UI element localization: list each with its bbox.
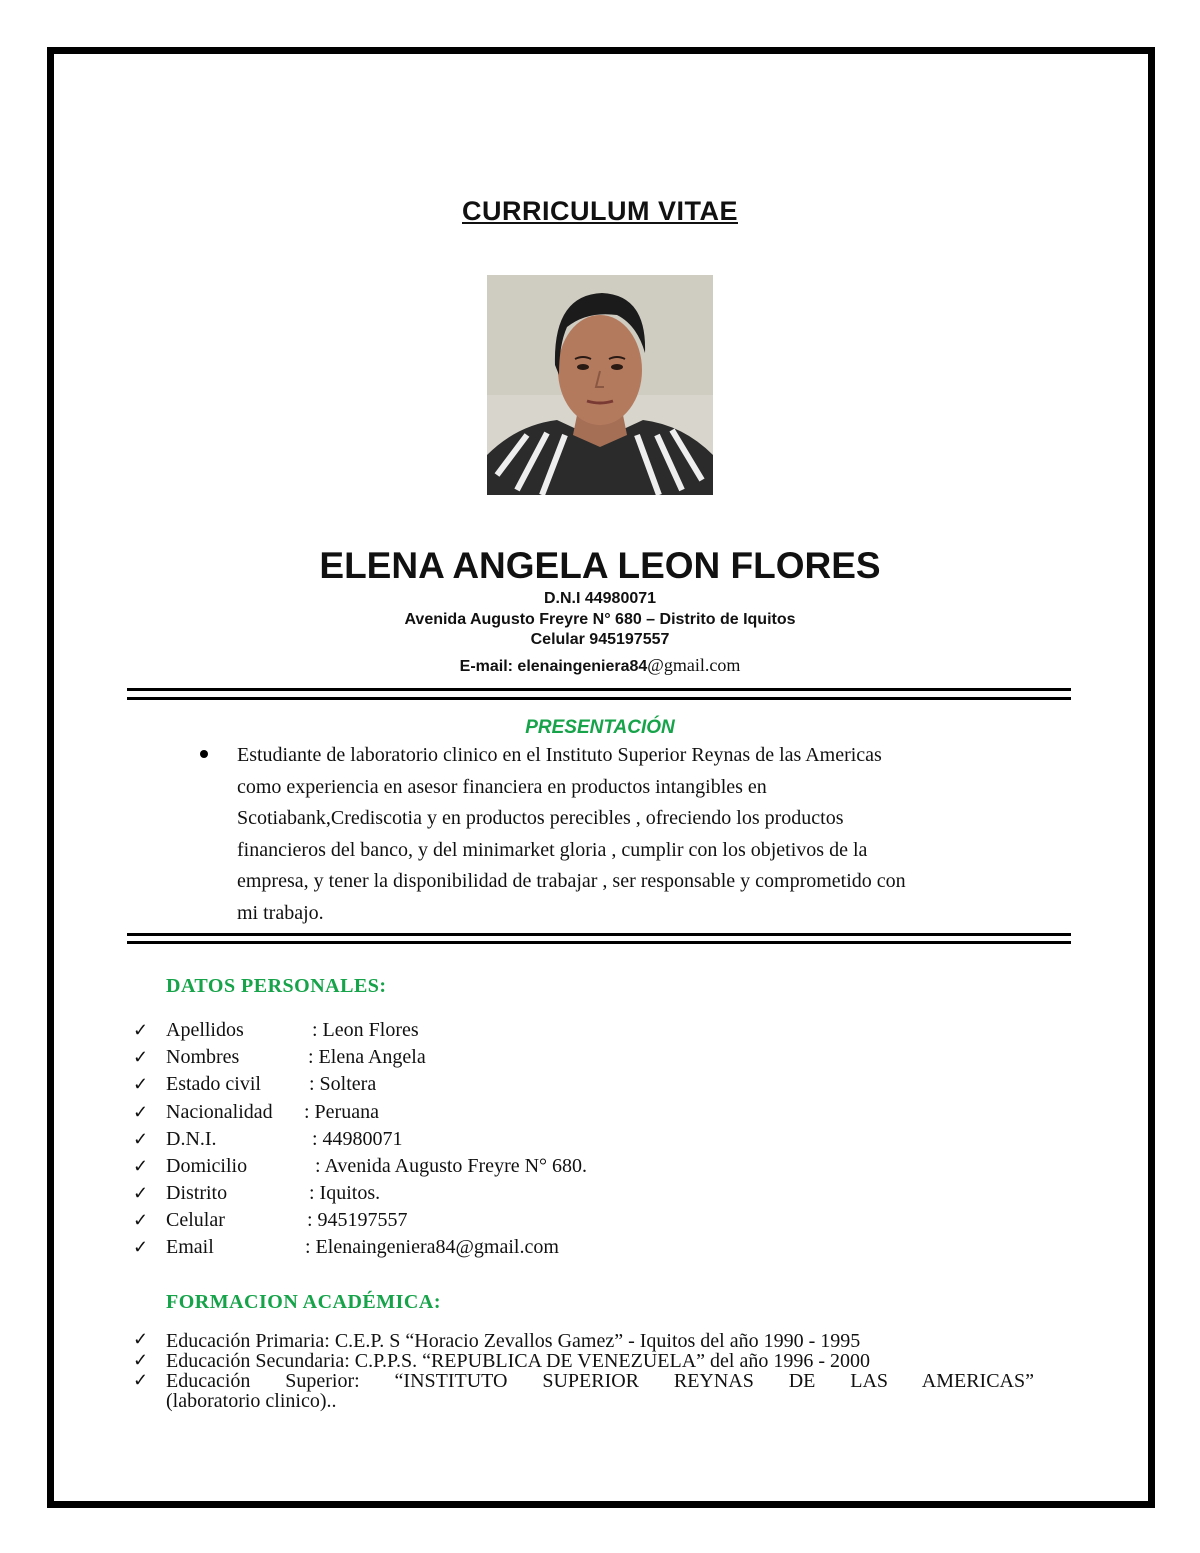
datos-personales-heading: DATOS PERSONALES: [166, 975, 387, 997]
check-icon: ✓ [133, 1020, 149, 1040]
formacion-heading: FORMACION ACADÉMICA: [166, 1291, 441, 1313]
candidate-name: ELENA ANGELA LEON FLORES [319, 545, 881, 586]
presentacion-line: Scotiabank,Crediscotia y en productos perecibles , ofreciendo los productos [237, 807, 844, 829]
row-value: : 44980071 [312, 1128, 403, 1150]
row-value: : Elena Angela [308, 1046, 426, 1068]
header-email [0, 655, 1200, 676]
formacion-item-continuation: (laboratorio clinico).. [166, 1390, 337, 1412]
presentacion-rule-bottom [127, 941, 1071, 944]
row-label: Domicilio [166, 1155, 248, 1177]
presentacion-line: empresa, y tener la disponibilidad de trabajar , ser responsable y comprometido con [237, 870, 906, 892]
presentacion-rule-top [127, 933, 1071, 936]
presentacion-line: financieros del banco, y del minimarket gloria , cumplir con los objetivos de la [237, 838, 868, 861]
check-icon: ✓ [133, 1210, 149, 1230]
header-address: Avenida Augusto Freyre N° 680 – Distrito de Iquitos [404, 611, 796, 628]
row-value: : Soltera [309, 1073, 377, 1095]
portrait-photo-icon [487, 275, 713, 495]
row-label: Nacionalidad [166, 1101, 273, 1123]
check-icon: ✓ [133, 1047, 149, 1067]
check-icon: ✓ [133, 1129, 149, 1149]
header-email-prefix: E-mail: elenaingeniera84 [459, 658, 648, 675]
check-icon: ✓ [133, 1074, 149, 1094]
header-rule-top [127, 688, 1071, 691]
row-value: : Elenaingeniera84@gmail.com [305, 1236, 559, 1258]
row-label: Nombres [166, 1046, 240, 1068]
check-icon: ✓ [133, 1237, 149, 1257]
check-icon: ✓ [133, 1329, 149, 1349]
formacion-item: Educación Secundaria: C.P.P.S. “REPUBLICA DE VENEZUELA” del año 1996 - 2000 [166, 1350, 870, 1372]
presentacion-heading: PRESENTACIÓN [525, 717, 675, 738]
row-value: : Iquitos. [309, 1182, 381, 1204]
presentacion-line: como experiencia en asesor financiera en productos intangibles en [237, 775, 767, 798]
formacion-item: Educación Superior: “INSTITUTO SUPERIOR REYNAS DE LAS AMERICAS” [166, 1370, 1034, 1392]
header-dni: D.N.I 44980071 [543, 590, 657, 607]
document-title: CURRICULUM VITAE [462, 196, 738, 226]
presentacion-line: Estudiante de laboratorio clinico en el Instituto Superior Reynas de las Americas [237, 744, 882, 766]
header-celular: Celular 945197557 [530, 631, 670, 648]
check-icon: ✓ [133, 1183, 149, 1203]
bullet-dot-icon [200, 750, 208, 758]
check-icon: ✓ [133, 1370, 149, 1390]
row-label: Celular [166, 1209, 225, 1231]
header-email-suffix: @gmail.com [647, 655, 741, 675]
header-rule-bottom [127, 697, 1071, 700]
row-value: : Leon Flores [312, 1019, 419, 1041]
row-value: : Peruana [304, 1101, 379, 1123]
row-label: Email [166, 1236, 214, 1258]
presentacion-line: mi trabajo. [237, 901, 324, 924]
formacion-item: Educación Primaria: C.E.P. S “Horacio Zevallos Gamez” - Iquitos del año 1990 - 1995 [166, 1330, 861, 1352]
row-label: Distrito [166, 1182, 228, 1204]
check-icon: ✓ [133, 1156, 149, 1176]
check-icon: ✓ [133, 1350, 149, 1370]
presentacion-text [237, 740, 1037, 929]
row-label: D.N.I. [166, 1128, 217, 1150]
row-value: : Avenida Augusto Freyre N° 680. [315, 1155, 588, 1177]
check-icon: ✓ [133, 1102, 149, 1122]
row-label: Estado civil [166, 1073, 261, 1095]
row-label: Apellidos [166, 1019, 244, 1041]
row-value: : 945197557 [307, 1209, 408, 1231]
portrait-photo [487, 275, 713, 495]
